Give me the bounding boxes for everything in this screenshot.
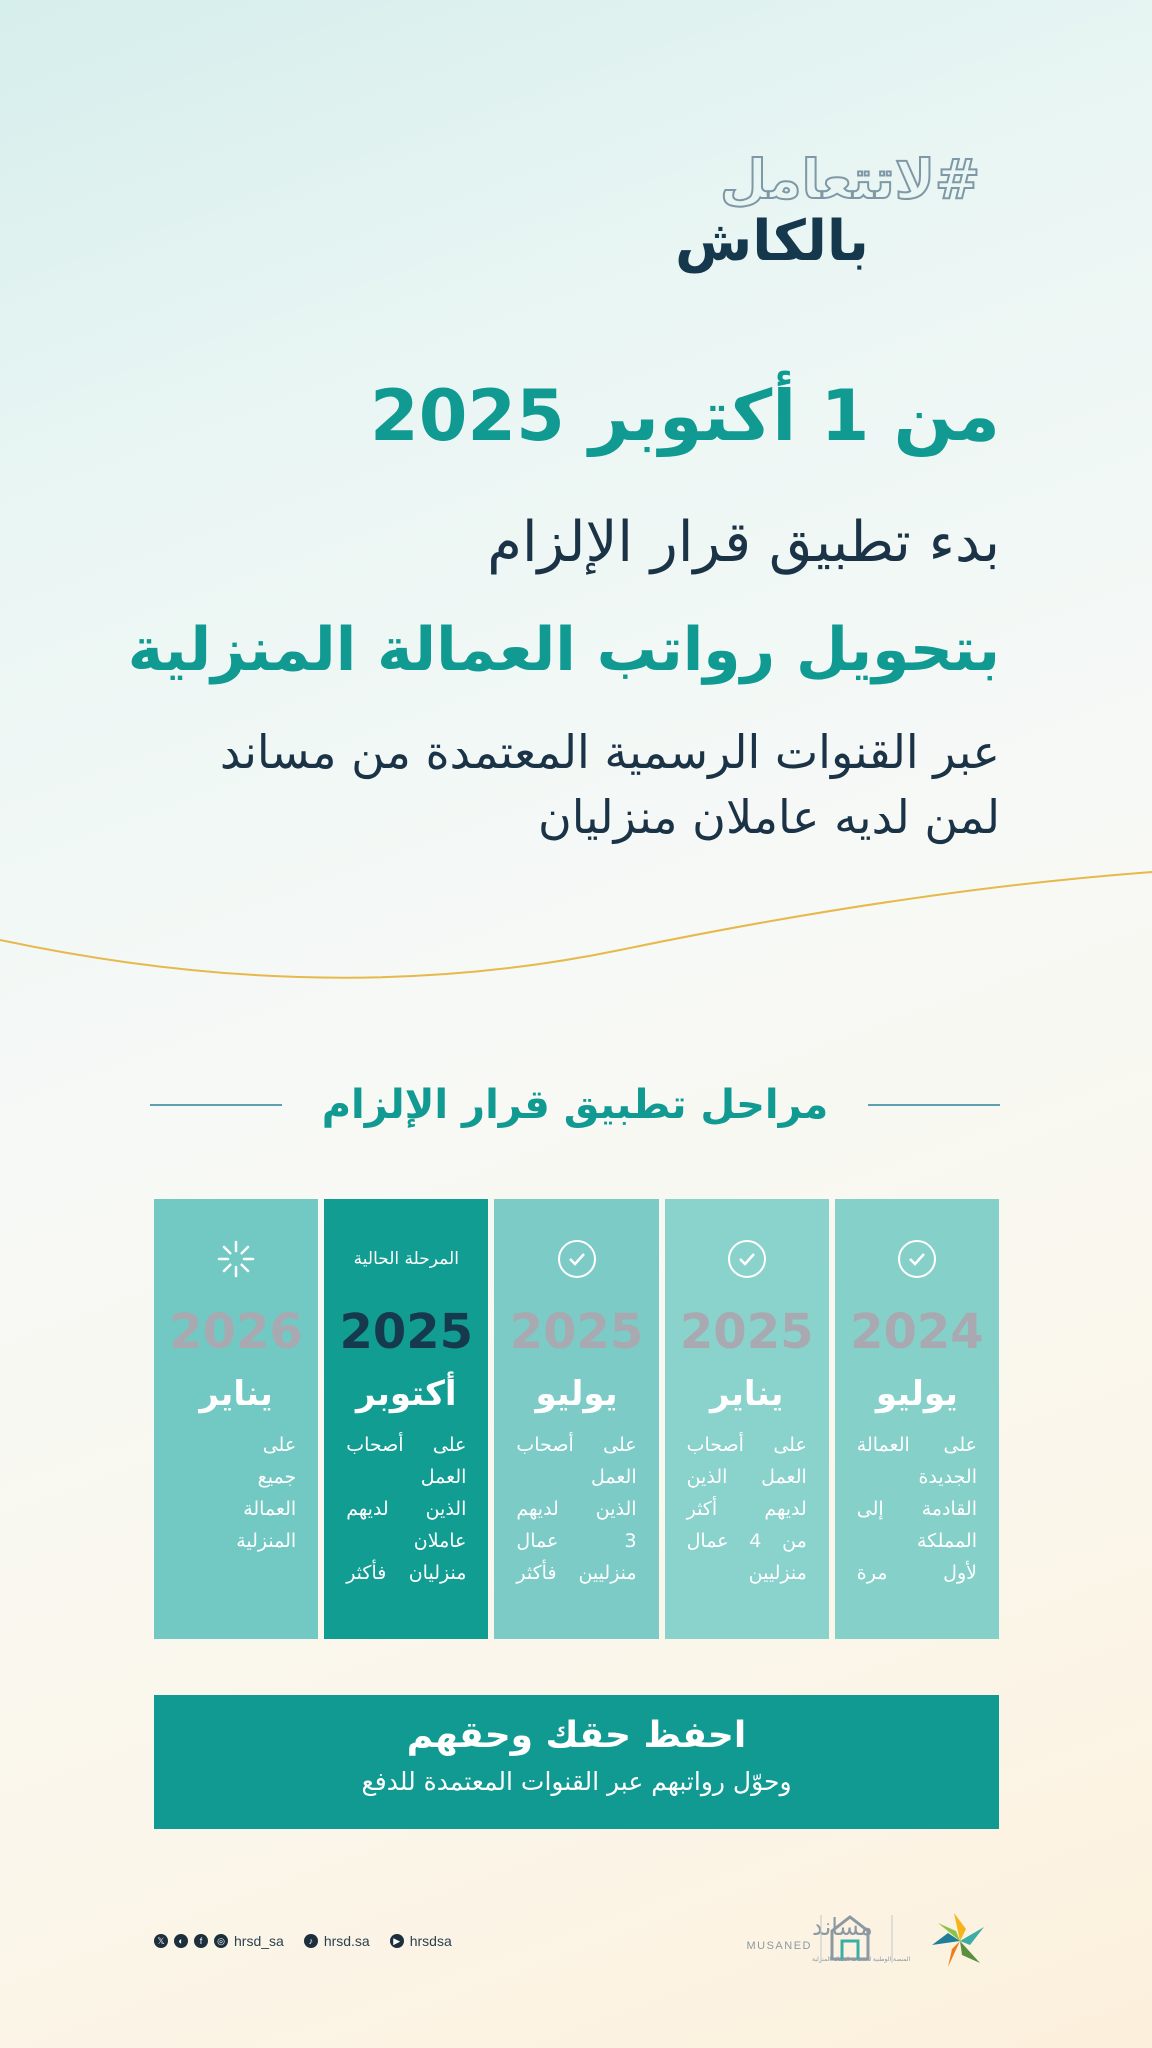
hashtag-line2: بالكاش — [675, 209, 869, 274]
phase-month: يناير — [710, 1374, 784, 1414]
phase-month: أكتوبر — [356, 1374, 457, 1414]
title-divider-left — [150, 1104, 282, 1106]
phase-status — [665, 1239, 829, 1279]
phase-status — [835, 1239, 999, 1279]
check-icon — [728, 1240, 766, 1278]
headline-line2: بدء تطبيق قرار الإلزام — [487, 510, 1000, 575]
phase-description: على أصحاب العمل الذين لديهم عاملان منزليان فأكثر — [346, 1434, 467, 1584]
phase-month: يناير — [199, 1374, 273, 1414]
handle-hrsd-dot-sa[interactable]: hrsd.sa — [323, 1933, 370, 1949]
phase-year: 2024 — [850, 1304, 984, 1360]
current-phase-label: المرحلة الحالية — [353, 1249, 459, 1269]
phase-year: 2026 — [169, 1304, 303, 1360]
check-icon — [558, 1240, 596, 1278]
phase-card-current — [324, 1199, 488, 1639]
phase-month: يوليو — [875, 1374, 958, 1414]
handle-hrsd-sa[interactable]: hrsd_sa — [234, 1933, 284, 1949]
check-icon — [898, 1240, 936, 1278]
phases-title — [150, 1075, 1000, 1135]
tiktok-icon[interactable]: ♪ — [304, 1934, 318, 1948]
ministry-logo-icon — [932, 1913, 984, 1967]
phase-card — [154, 1199, 318, 1639]
banner-subtitle: وحوّل رواتبهم عبر القنوات المعتمدة للدفع — [361, 1767, 792, 1796]
decorative-curve — [0, 860, 1152, 1000]
headline-line3: بتحويل رواتب العمالة المنزلية — [127, 615, 1000, 685]
phase-month: يوليو — [535, 1374, 618, 1414]
hashtag-line1: #لاتتعامل — [720, 148, 981, 211]
x-icon[interactable]: 𝕏 — [154, 1934, 168, 1948]
banner-title: احفظ حقك وحقهم — [406, 1715, 747, 1756]
partner-logos — [720, 1905, 1000, 1975]
musaned-latin: MUSANED — [746, 1940, 812, 1952]
title-divider-right — [868, 1104, 1000, 1106]
phase-card — [665, 1199, 829, 1639]
phase-description: على أصحاب العمل الذين لديهم 3 عمال منزليين فأكثر — [516, 1434, 637, 1584]
phase-year: 2025 — [339, 1304, 474, 1360]
phases-title-text: مراحل تطبيق قرار الإلزام — [321, 1082, 829, 1128]
handle-hrsdsa[interactable]: hrsdsa — [409, 1933, 452, 1949]
instagram-icon[interactable]: ◎ — [214, 1934, 228, 1948]
facebook-icon[interactable]: f — [194, 1934, 208, 1948]
phase-description: على جميع العمالة المنزلية — [236, 1434, 297, 1552]
phase-card — [494, 1199, 658, 1639]
headline-line4: عبر القنوات الرسمية المعتمدة من مساند — [219, 725, 1000, 779]
social-handles — [154, 1930, 466, 1952]
phase-year: 2025 — [509, 1304, 644, 1360]
musaned-arabic: مساند — [812, 1913, 873, 1941]
phase-card — [835, 1199, 999, 1639]
musaned-logo — [746, 1913, 910, 1963]
phase-status — [494, 1239, 658, 1279]
hashtag-logo — [430, 130, 981, 280]
loading-spinner-icon — [216, 1239, 256, 1279]
musaned-tagline: المنصة الوطنية لخدمات العمالة المنزلية — [812, 1956, 911, 1963]
phase-status — [154, 1239, 318, 1279]
phase-description: على العمالة الجديدة القادمة إلى المملكة لأول مرة — [856, 1434, 977, 1584]
headline-date: من 1 أكتوبر 2025 — [370, 375, 1000, 457]
phases-timeline — [154, 1199, 999, 1639]
youtube-icon[interactable]: ▶ — [390, 1934, 404, 1948]
phase-year: 2025 — [679, 1304, 814, 1360]
phase-description: على أصحاب العمل الذين لديهم أكثر من 4 عمال منزليين — [686, 1434, 807, 1584]
snapchat-icon[interactable]: ◐ — [174, 1934, 188, 1948]
cta-banner — [154, 1695, 999, 1829]
headline-line5: لمن لديه عاملان منزليان — [537, 790, 1000, 844]
